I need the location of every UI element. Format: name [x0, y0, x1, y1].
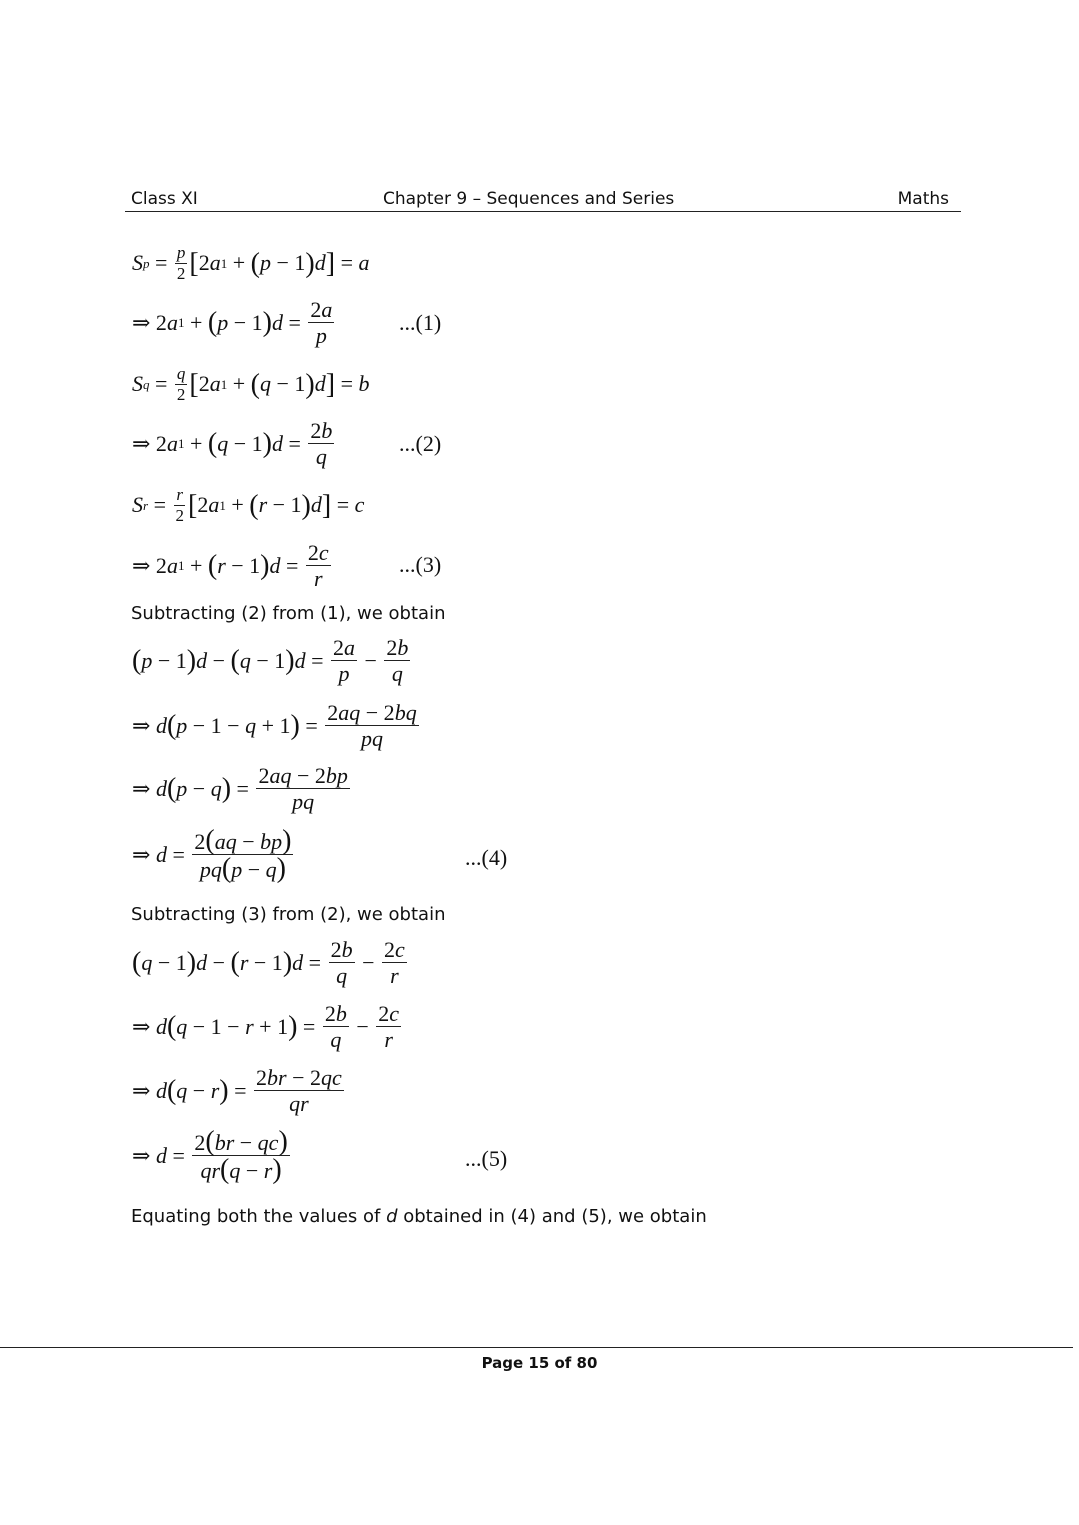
derivation-1b: ⇒ d ( p − 1 − q + 1 ) = $\frac{2aq - 2bq}{pq}$ — [132, 700, 417, 752]
prose-equating-before: Equating both the values of — [131, 1206, 387, 1227]
footer-rule — [0, 1347, 1073, 1348]
equation-tag-5: ...(5) — [465, 1146, 508, 1171]
page-header — [125, 189, 961, 212]
derivation-2b: ⇒ d ( q − 1 − r + 1 ) = $\frac{2b}{q}$ − $\frac{2c}{r}$ — [132, 1001, 400, 1053]
header-chapter: Chapter 9 – Sequences and Series — [383, 189, 675, 209]
derivation-1d: ⇒ d = $\frac{2(aq - bp)}{pq(p - q)}$ — [132, 825, 292, 885]
equation-3: ⇒ 2 a 1 + ( r − 1 ) d = $\frac{2c}{r}$ — [132, 540, 329, 592]
equation-tag-3: ...(3) — [399, 552, 442, 577]
page-number: Page 15 of 80 — [481, 1354, 598, 1372]
equation-tag-2: ...(2) — [399, 431, 442, 456]
equation-sq: S q = $\frac{q}{2}$ [ 2 a 1 + ( q − 1 ) d ] = b — [132, 364, 370, 404]
equation-1: ⇒ 2 a 1 + ( p − 1 ) d = $\frac{2a}{p}$ — [132, 297, 333, 349]
prose-subtract-3-from-2: Subtracting (3) from (2), we obtain — [131, 904, 446, 925]
equation-sr: S r = $\frac{r}{2}$ [ 2 a 1 + ( r − 1 ) d ] = c — [132, 485, 365, 525]
prose-equating-variable: d — [386, 1206, 398, 1227]
equation-tag-4: ...(4) — [465, 845, 508, 870]
prose-equating — [131, 1206, 707, 1227]
header-class: Class XI — [131, 189, 198, 209]
equation-sp: S p = $\frac{p}{2}$ [ 2 a 1 + ( p − 1 ) d ] = a — [132, 243, 370, 283]
equation-2: ⇒ 2 a 1 + ( q − 1 ) d = $\frac{2b}{q}$ — [132, 418, 333, 470]
prose-equating-after: obtained in (4) and (5), we obtain — [397, 1206, 707, 1227]
equation-tag-1: ...(1) — [399, 310, 442, 335]
derivation-1c: ⇒ d ( p − q ) = $\frac{2aq - 2bp}{pq}$ — [132, 763, 348, 815]
derivation-1a: ( p − 1 ) d − ( q − 1 ) d = $\frac{2a}{p}$ − $\frac{2b}{q}$ — [132, 635, 409, 687]
derivation-2d: ⇒ d = $\frac{2(br - qc)}{qr(q - r)}$ — [132, 1126, 288, 1186]
derivation-2a: ( q − 1 ) d − ( r − 1 ) d = $\frac{2b}{q}$ − $\frac{2c}{r}$ — [132, 937, 405, 989]
derivation-2c: ⇒ d ( q − r ) = $\frac{2br - 2qc}{qr}$ — [132, 1065, 342, 1117]
prose-subtract-2-from-1: Subtracting (2) from (1), we obtain — [131, 603, 446, 624]
header-subject: Maths — [897, 189, 949, 209]
